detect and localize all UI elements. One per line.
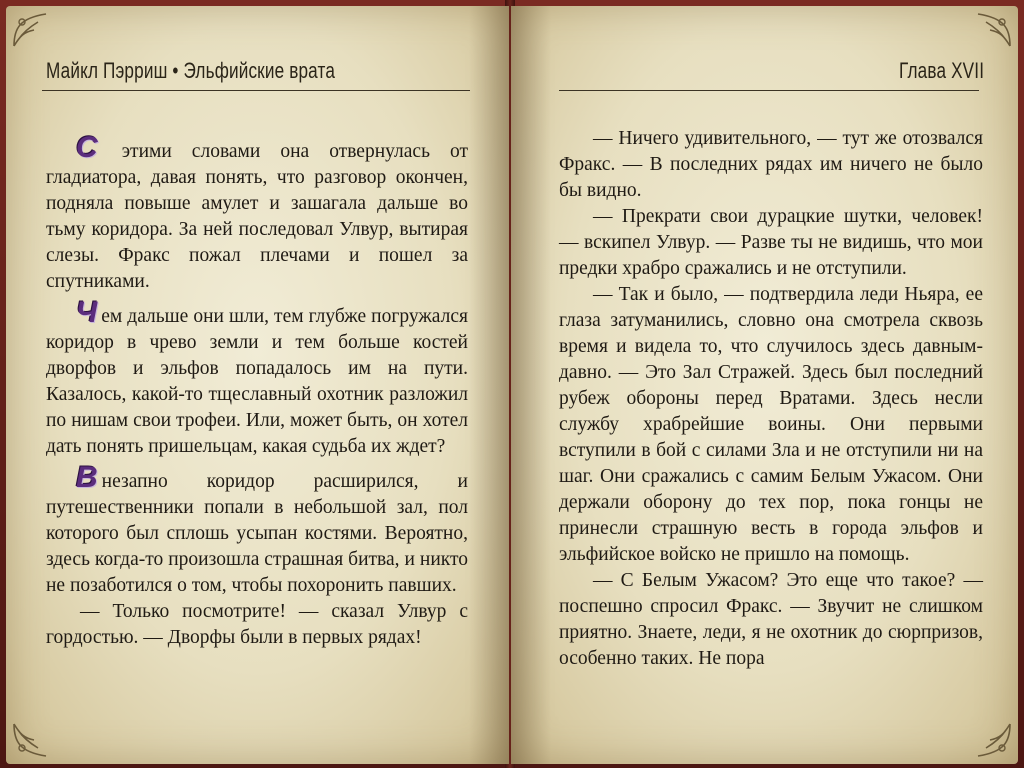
corner-ornament-icon [974,720,1014,760]
paragraph [46,296,468,460]
drop-cap: В [76,461,98,494]
dialogue-line: — С Белым Ужасом? Это еще что такое? — поспешно спросил Фракс. — Звучит не слишком приятно. Знаете, леди, я не охотник до сюрпризов, особенно таких. Не пора [559,570,983,669]
paragraph [46,461,468,599]
dialogue-line: — Только посмотрите! — сказал Улвур с гордостью. — Дворфы были в первых рядах! [46,601,468,648]
dialogue-line: — Так и было, — подтвердила леди Ньяра, ее глаза затуманились, словно она смотрела сквозь время и видела то, что случилось здесь давным-давно. — Это Зал Стражей. Здесь был последний рубеж обороны перед Вратами. Здесь несли службу храбрейшие воины. Они первыми вступили в бой с силами Зла и не отступили ни на шаг. Они сражались с самим Белым Ужасом. Они держали оборону до тех пор, пока гонцы не принесли страшную весть в города эльфов и эльфийское войско не пришло на помощь. [559,284,983,565]
paragraph-text: незапно коридор расширился, и путешественники попали в небольшой зал, пол которого был сплошь усыпан костями. Вероятно, здесь когда-то произошла страшная битва, и никто не позаботился о том, чтобы похоронить павших. [46,471,468,596]
spine-shadow [511,6,551,764]
page-header-right: Глава XVII [898,58,984,83]
right-page-text [559,126,983,672]
dialogue-line: — Прекрати свои дурацкие шутки, человек! — вскипел Улвур. — Разве ты не видишь, что мои предки храбро сражались и не отступили. [559,206,983,279]
paragraph-text: этими словами она отвернулась от гладиатора, давая понять, что разговор окончен, подняла повыше амулет и зашагала дальше во тьму коридора. За ней последовал Улвур, вытирая слезы. Фракс пожал плечами и пошел за спутниками. [46,141,468,292]
drop-cap: Ч [76,296,98,329]
page-header-left: Майкл Пэрриш • Эльфийские врата [46,58,336,83]
drop-cap: С [76,131,98,164]
corner-ornament-icon [10,720,50,760]
right-page[interactable] [511,6,1018,764]
spine-shadow [469,6,509,764]
corner-ornament-icon [974,10,1014,50]
dialogue-line: — Ничего удивительного, — тут же отозвался Фракс. — В последних рядах им ничего не было бы видно. [559,128,983,201]
header-divider [559,90,979,91]
paragraph [46,131,468,295]
left-page[interactable] [6,6,509,764]
corner-ornament-icon [10,10,50,50]
left-page-text [46,131,468,651]
header-divider [42,90,470,91]
paragraph-text: ем дальше они шли, тем глубже погружался коридор в чрево земли и тем больше костей дворфов и эльфов попадалось им на пути. Казалось, какой-то тщеславный охотник разложил по нишам свои трофеи. Или, может быть, он хотел дать понять пришельцам, какая судьба их ждет? [46,306,468,457]
